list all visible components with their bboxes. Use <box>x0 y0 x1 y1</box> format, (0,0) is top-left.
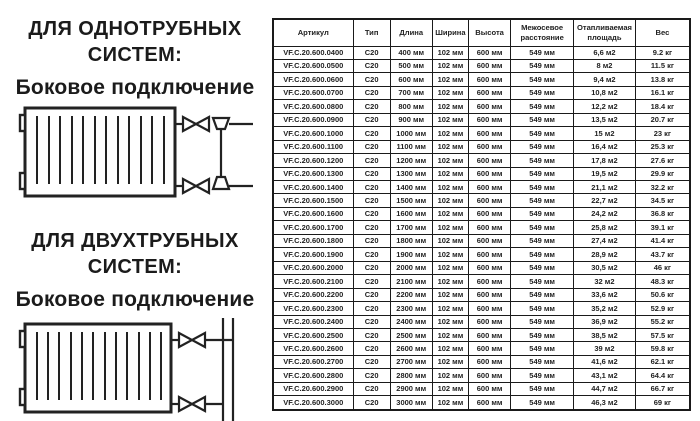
table-cell: 44,7 м2 <box>574 382 636 395</box>
table-cell: C20 <box>353 396 390 410</box>
table-cell: C20 <box>353 167 390 180</box>
table-row <box>273 234 690 247</box>
table-cell: C20 <box>353 275 390 288</box>
table-cell: 27.6 кг <box>635 154 690 167</box>
table-row <box>273 140 690 153</box>
table-cell: 1900 мм <box>390 248 432 261</box>
table-cell: 2300 мм <box>390 302 432 315</box>
table-cell: 600 мм <box>469 127 511 140</box>
table-cell: 102 мм <box>432 73 468 86</box>
table-cell: 600 мм <box>469 194 511 207</box>
table-cell: 28,9 м2 <box>574 248 636 261</box>
table-cell: 59.8 кг <box>635 342 690 355</box>
table-cell: 13.8 кг <box>635 73 690 86</box>
table-cell: 549 мм <box>511 154 574 167</box>
table-row <box>273 86 690 99</box>
table-cell: 2400 мм <box>390 315 432 328</box>
table-cell: C20 <box>353 248 390 261</box>
table-cell: 50.6 кг <box>635 288 690 301</box>
table-cell: 600 мм <box>469 342 511 355</box>
table-cell: C20 <box>353 194 390 207</box>
table-cell: 549 мм <box>511 248 574 261</box>
table-cell: 10,8 м2 <box>574 86 636 99</box>
table-cell: VF.C.20.600.0500 <box>273 59 353 72</box>
single-pipe-section-subtitle: Боковое подключение <box>15 76 255 99</box>
table-cell: 46 кг <box>635 261 690 274</box>
table-row <box>273 181 690 194</box>
table-cell: 8 м2 <box>574 59 636 72</box>
table-cell: 2200 мм <box>390 288 432 301</box>
table-cell: 1600 мм <box>390 207 432 220</box>
table-cell: 30,5 м2 <box>574 261 636 274</box>
single-pipe-section-title: ДЛЯ ОДНОТРУБНЫХ СИСТЕМ: <box>28 18 242 66</box>
table-cell: VF.C.20.600.2700 <box>273 355 353 368</box>
table-cell: 102 мм <box>432 329 468 342</box>
table-cell: VF.C.20.600.1400 <box>273 181 353 194</box>
table-cell: 600 мм <box>469 46 511 59</box>
table-cell: VF.C.20.600.1600 <box>273 207 353 220</box>
table-cell: 9.2 кг <box>635 46 690 59</box>
table-cell: VF.C.20.600.1700 <box>273 221 353 234</box>
radiator-icon <box>20 108 175 196</box>
table-cell: 500 мм <box>390 59 432 72</box>
column-header: Высота <box>469 19 511 46</box>
table-cell: C20 <box>353 329 390 342</box>
table-cell: 39 м2 <box>574 342 636 355</box>
table-row <box>273 261 690 274</box>
table-cell: 600 мм <box>469 329 511 342</box>
table-cell: VF.C.20.600.3000 <box>273 396 353 410</box>
return-valve-icon <box>175 179 209 193</box>
table-cell: 102 мм <box>432 127 468 140</box>
table-row <box>273 315 690 328</box>
table-cell: 800 мм <box>390 100 432 113</box>
table-cell: 549 мм <box>511 140 574 153</box>
table-cell: 549 мм <box>511 73 574 86</box>
radiator-icon <box>20 324 171 412</box>
table-cell: 600 мм <box>469 261 511 274</box>
table-cell: 33,6 м2 <box>574 288 636 301</box>
table-cell: 52.9 кг <box>635 302 690 315</box>
table-cell: 69 кг <box>635 396 690 410</box>
table-cell: VF.C.20.600.1100 <box>273 140 353 153</box>
table-cell: C20 <box>353 288 390 301</box>
table-cell: 549 мм <box>511 127 574 140</box>
table-row <box>273 167 690 180</box>
table-cell: 600 мм <box>469 140 511 153</box>
table-row <box>273 302 690 315</box>
table-cell: 102 мм <box>432 207 468 220</box>
table-cell: 20.7 кг <box>635 113 690 126</box>
table-cell: 102 мм <box>432 221 468 234</box>
table-cell: 549 мм <box>511 194 574 207</box>
table-cell: 600 мм <box>469 73 511 86</box>
two-pipe-connection-diagram <box>11 312 259 421</box>
table-cell: 32 м2 <box>574 275 636 288</box>
table-cell: VF.C.20.600.2100 <box>273 275 353 288</box>
table-cell: 400 мм <box>390 46 432 59</box>
table-cell: 102 мм <box>432 46 468 59</box>
table-cell: 1400 мм <box>390 181 432 194</box>
table-cell: 1500 мм <box>390 194 432 207</box>
table-row <box>273 329 690 342</box>
table-cell: C20 <box>353 86 390 99</box>
table-cell: 34.5 кг <box>635 194 690 207</box>
table-cell: 549 мм <box>511 342 574 355</box>
table-cell: 549 мм <box>511 315 574 328</box>
table-row <box>273 369 690 382</box>
table-cell: 549 мм <box>511 59 574 72</box>
column-header: Длина <box>390 19 432 46</box>
table-cell: VF.C.20.600.2900 <box>273 382 353 395</box>
table-cell: 1800 мм <box>390 234 432 247</box>
table-cell: 11.5 кг <box>635 59 690 72</box>
table-row <box>273 113 690 126</box>
table-cell: 27,4 м2 <box>574 234 636 247</box>
table-cell: 549 мм <box>511 46 574 59</box>
table-cell: VF.C.20.600.0800 <box>273 100 353 113</box>
table-cell: 36,9 м2 <box>574 315 636 328</box>
table-cell: 549 мм <box>511 100 574 113</box>
table-cell: 102 мм <box>432 86 468 99</box>
table-cell: 549 мм <box>511 261 574 274</box>
table-row <box>273 382 690 395</box>
table-cell: 29.9 кг <box>635 167 690 180</box>
table-cell: C20 <box>353 73 390 86</box>
section-spacer <box>0 202 270 228</box>
column-header: Ширина <box>432 19 468 46</box>
column-header: Межосевое расстояние <box>511 19 574 46</box>
table-cell: 549 мм <box>511 396 574 410</box>
table-cell: 9,4 м2 <box>574 73 636 86</box>
table-cell: 600 мм <box>469 167 511 180</box>
table-cell: 600 мм <box>469 369 511 382</box>
table-cell: 24,2 м2 <box>574 207 636 220</box>
two-pipe-section-title: ДЛЯ ДВУХТРУБНЫХ СИСТЕМ: <box>31 230 239 278</box>
table-cell: 102 мм <box>432 140 468 153</box>
table-cell: 600 мм <box>469 154 511 167</box>
table-row <box>273 194 690 207</box>
table-row <box>273 275 690 288</box>
table-cell: C20 <box>353 234 390 247</box>
return-fitting-icon <box>213 177 253 189</box>
header-row <box>273 19 690 46</box>
table-cell: VF.C.20.600.0900 <box>273 113 353 126</box>
column-header: Вес <box>635 19 690 46</box>
table-cell: 2700 мм <box>390 355 432 368</box>
table-cell: C20 <box>353 315 390 328</box>
table-cell: 23 кг <box>635 127 690 140</box>
table-cell: 1000 мм <box>390 127 432 140</box>
table-cell: VF.C.20.600.1000 <box>273 127 353 140</box>
table-row <box>273 100 690 113</box>
table-cell: C20 <box>353 140 390 153</box>
table-cell: 549 мм <box>511 181 574 194</box>
table-cell: 600 мм <box>469 86 511 99</box>
table-cell: VF.C.20.600.2500 <box>273 329 353 342</box>
table-row <box>273 154 690 167</box>
table-row <box>273 248 690 261</box>
radiator-spec-table <box>272 18 691 411</box>
table-cell: 2900 мм <box>390 382 432 395</box>
table-cell: 15 м2 <box>574 127 636 140</box>
table-cell: 16.1 кг <box>635 86 690 99</box>
table-row <box>273 46 690 59</box>
table-cell: VF.C.20.600.1900 <box>273 248 353 261</box>
table-cell: 1100 мм <box>390 140 432 153</box>
table-cell: 3000 мм <box>390 396 432 410</box>
table-cell: 102 мм <box>432 396 468 410</box>
table-cell: 600 мм <box>469 396 511 410</box>
table-row <box>273 342 690 355</box>
table-cell: 46,3 м2 <box>574 396 636 410</box>
column-header: Артикул <box>273 19 353 46</box>
table-cell: VF.C.20.600.2400 <box>273 315 353 328</box>
table-cell: 549 мм <box>511 234 574 247</box>
table-cell: 102 мм <box>432 288 468 301</box>
table-cell: 18.4 кг <box>635 100 690 113</box>
table-cell: 549 мм <box>511 86 574 99</box>
table-cell: 549 мм <box>511 302 574 315</box>
table-row <box>273 396 690 410</box>
table-cell: 549 мм <box>511 113 574 126</box>
table-cell: C20 <box>353 369 390 382</box>
table-cell: 700 мм <box>390 86 432 99</box>
riser-pipes <box>223 318 233 421</box>
table-cell: C20 <box>353 113 390 126</box>
table-cell: C20 <box>353 221 390 234</box>
table-cell: 102 мм <box>432 275 468 288</box>
two-pipe-section-subtitle: Боковое подключение <box>15 288 255 311</box>
table-cell: 600 мм <box>469 207 511 220</box>
table-cell: 600 мм <box>469 100 511 113</box>
table-cell: 549 мм <box>511 329 574 342</box>
table-row <box>273 355 690 368</box>
table-cell: VF.C.20.600.2000 <box>273 261 353 274</box>
table-cell: 48.3 кг <box>635 275 690 288</box>
spec-table-header <box>273 19 690 46</box>
table-cell: VF.C.20.600.0700 <box>273 86 353 99</box>
table-cell: 600 мм <box>469 355 511 368</box>
left-panel <box>0 0 270 421</box>
table-cell: 64.4 кг <box>635 369 690 382</box>
table-row <box>273 207 690 220</box>
table-cell: 39.1 кг <box>635 221 690 234</box>
table-cell: 102 мм <box>432 59 468 72</box>
table-cell: 21,1 м2 <box>574 181 636 194</box>
table-cell: 549 мм <box>511 221 574 234</box>
table-cell: VF.C.20.600.0600 <box>273 73 353 86</box>
table-cell: 549 мм <box>511 382 574 395</box>
table-cell: 16,4 м2 <box>574 140 636 153</box>
table-cell: C20 <box>353 261 390 274</box>
table-cell: 600 мм <box>469 382 511 395</box>
table-cell: C20 <box>353 355 390 368</box>
table-cell: 549 мм <box>511 167 574 180</box>
table-cell: C20 <box>353 154 390 167</box>
table-cell: 25.3 кг <box>635 140 690 153</box>
table-cell: VF.C.20.600.1800 <box>273 234 353 247</box>
table-cell: 600 мм <box>469 275 511 288</box>
table-cell: 2000 мм <box>390 261 432 274</box>
table-cell: 66.7 кг <box>635 382 690 395</box>
table-cell: C20 <box>353 181 390 194</box>
table-cell: 12,2 м2 <box>574 100 636 113</box>
table-cell: 600 мм <box>469 288 511 301</box>
table-cell: 549 мм <box>511 207 574 220</box>
table-cell: 41.4 кг <box>635 234 690 247</box>
table-cell: 1200 мм <box>390 154 432 167</box>
table-cell: VF.C.20.600.1500 <box>273 194 353 207</box>
table-cell: 600 мм <box>469 113 511 126</box>
table-cell: 600 мм <box>469 181 511 194</box>
supply-fitting-icon <box>213 118 253 129</box>
table-cell: VF.C.20.600.2300 <box>273 302 353 315</box>
table-cell: 1700 мм <box>390 221 432 234</box>
table-cell: 102 мм <box>432 113 468 126</box>
table-cell: C20 <box>353 59 390 72</box>
table-cell: VF.C.20.600.2200 <box>273 288 353 301</box>
table-cell: 102 мм <box>432 369 468 382</box>
table-cell: 600 мм <box>469 302 511 315</box>
table-cell: 22,7 м2 <box>574 194 636 207</box>
table-cell: 62.1 кг <box>635 355 690 368</box>
table-cell: 600 мм <box>390 73 432 86</box>
table-row <box>273 73 690 86</box>
table-cell: 102 мм <box>432 382 468 395</box>
table-cell: 549 мм <box>511 275 574 288</box>
table-cell: C20 <box>353 382 390 395</box>
table-cell: C20 <box>353 342 390 355</box>
table-cell: 32.2 кг <box>635 181 690 194</box>
table-cell: 35,2 м2 <box>574 302 636 315</box>
column-header: Тип <box>353 19 390 46</box>
table-cell: 102 мм <box>432 100 468 113</box>
column-header: Отапливаемая площадь <box>574 19 636 46</box>
spec-table-container <box>272 18 691 411</box>
table-cell: 600 мм <box>469 59 511 72</box>
table-cell: 102 мм <box>432 302 468 315</box>
table-cell: 2600 мм <box>390 342 432 355</box>
spec-table-body <box>273 46 690 410</box>
table-cell: 102 мм <box>432 194 468 207</box>
table-row <box>273 127 690 140</box>
table-cell: 6,6 м2 <box>574 46 636 59</box>
table-cell: 549 мм <box>511 355 574 368</box>
table-cell: 38,5 м2 <box>574 329 636 342</box>
table-cell: 36.8 кг <box>635 207 690 220</box>
table-cell: 549 мм <box>511 288 574 301</box>
table-cell: 600 мм <box>469 248 511 261</box>
table-cell: 900 мм <box>390 113 432 126</box>
table-cell: 25,8 м2 <box>574 221 636 234</box>
table-row <box>273 288 690 301</box>
table-cell: VF.C.20.600.1200 <box>273 154 353 167</box>
table-cell: C20 <box>353 302 390 315</box>
table-cell: 102 мм <box>432 234 468 247</box>
table-cell: C20 <box>353 100 390 113</box>
table-cell: 102 мм <box>432 154 468 167</box>
table-cell: 102 мм <box>432 261 468 274</box>
table-cell: 41,6 м2 <box>574 355 636 368</box>
table-cell: 43.7 кг <box>635 248 690 261</box>
table-cell: 13,5 м2 <box>574 113 636 126</box>
single-pipe-connection-diagram <box>11 102 259 202</box>
table-cell: 102 мм <box>432 181 468 194</box>
table-cell: 2800 мм <box>390 369 432 382</box>
table-cell: 102 мм <box>432 355 468 368</box>
table-cell: 549 мм <box>511 369 574 382</box>
table-cell: C20 <box>353 46 390 59</box>
supply-valve-icon <box>175 117 209 131</box>
table-cell: 102 мм <box>432 167 468 180</box>
table-cell: C20 <box>353 127 390 140</box>
table-cell: 55.2 кг <box>635 315 690 328</box>
table-cell: VF.C.20.600.2800 <box>273 369 353 382</box>
table-cell: VF.C.20.600.2600 <box>273 342 353 355</box>
table-cell: 1300 мм <box>390 167 432 180</box>
table-cell: 102 мм <box>432 248 468 261</box>
table-cell: 600 мм <box>469 315 511 328</box>
table-cell: 600 мм <box>469 234 511 247</box>
table-cell: 102 мм <box>432 342 468 355</box>
table-cell: 2100 мм <box>390 275 432 288</box>
table-cell: 102 мм <box>432 315 468 328</box>
table-cell: 17,8 м2 <box>574 154 636 167</box>
table-cell: 43,1 м2 <box>574 369 636 382</box>
table-cell: 2500 мм <box>390 329 432 342</box>
table-row <box>273 59 690 72</box>
table-cell: C20 <box>353 207 390 220</box>
table-row <box>273 221 690 234</box>
return-valve-icon <box>171 397 223 411</box>
table-cell: 600 мм <box>469 221 511 234</box>
table-cell: 19,5 м2 <box>574 167 636 180</box>
table-cell: VF.C.20.600.0400 <box>273 46 353 59</box>
table-cell: 57.5 кг <box>635 329 690 342</box>
table-cell: VF.C.20.600.1300 <box>273 167 353 180</box>
